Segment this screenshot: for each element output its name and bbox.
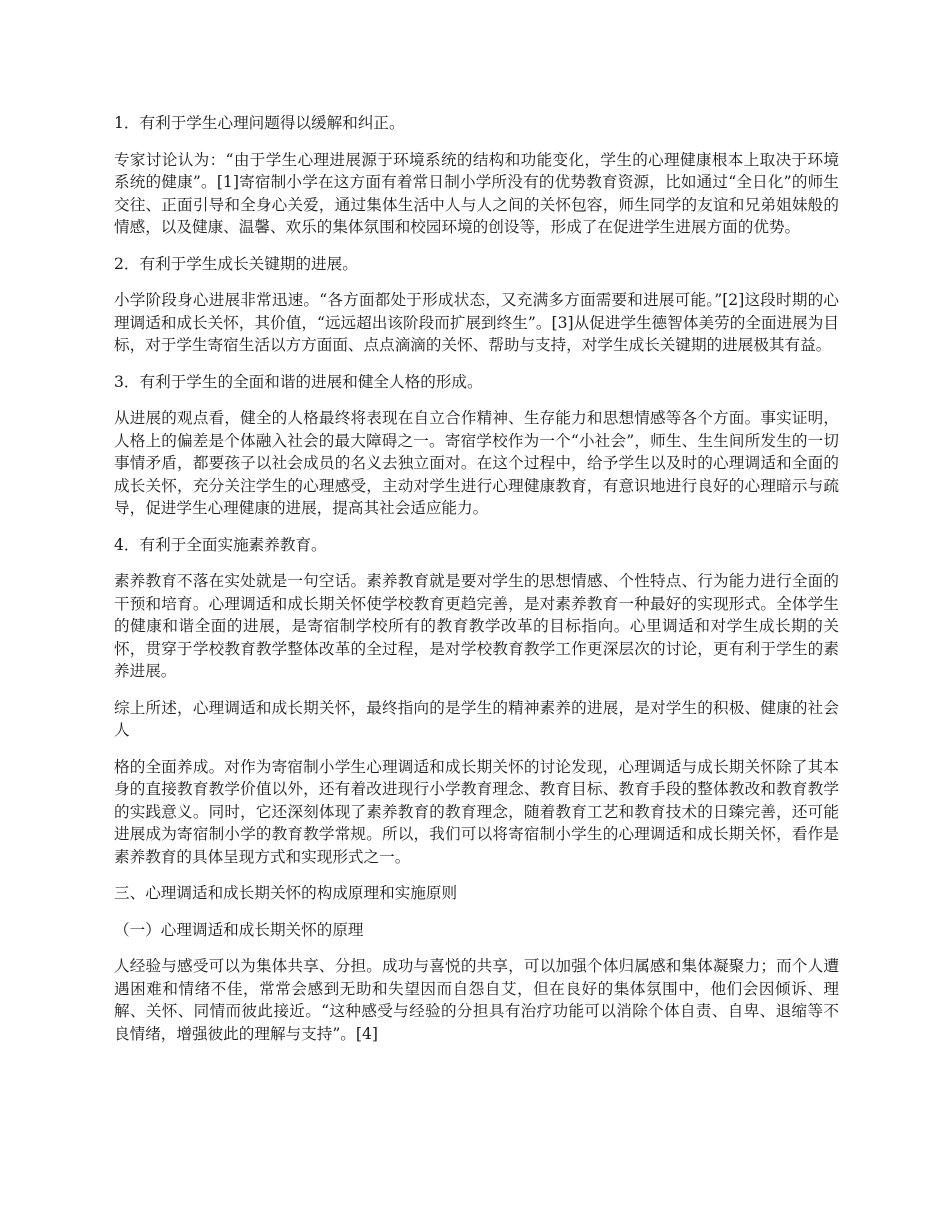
- paragraph-4: 素养教育不落在实处就是一句空话。素养教育就是要对学生的思想情感、个性特点、行为能力进行全面的干预和培育。心理调适和成长期关怀使学校教育更趋完善，是对素养教育一种最好的实现形式。全体学生的健康和谐全面的进展，是寄宿制学校所有的教育教学改革的目标指向。心里调适和对学生成长期的关怀，贯穿于学校教育教学整体改革的全过程，是对学校教育教学工作更深层次的讨论，更有利于学生的素养进展。: [114, 572, 839, 680]
- paragraph-5: 综上所述，心理调适和成长期关怀，最终指向的是学生的精神素养的进展，是对学生的积极、健康的社会人: [114, 698, 839, 739]
- heading-4: 4．有利于全面实施素养教育。: [114, 535, 327, 554]
- heading-3: 3．有利于学生的全面和谐的进展和健全人格的形成。: [114, 372, 483, 391]
- heading-1: 1．有利于学生心理问题得以缓解和纠正。: [114, 114, 405, 132]
- section-heading-3: 三、心理调适和成长期关怀的构成原理和实施原则: [114, 884, 458, 902]
- paragraph-7: 人经验与感受可以为集体共享、分担。成功与喜悦的共享，可以加强个体归属感和集体凝聚力；而个人遭遇困难和情绪不佳，常常会感到无助和失望因而自怨自艾，但在良好的集体氛围中，他们会因倾诉、理解、关怀、同情而彼此接近。“这种感受与经验的分担具有治疗功能可以消除个体自责、自卑、退缩等不良情绪，增强彼此的理解与支持”。[4]: [114, 957, 839, 1043]
- heading-2: 2．有利于学生成长关键期的进展。: [114, 254, 358, 273]
- paragraph-3: 从进展的观点看，健全的人格最终将表现在自立合作精神、生存能力和思想情感等各个方面。事实证明，人格上的偏差是个体融入社会的最大障碍之一。寄宿学校作为一个“小社会”，师生、生生间所发生的一切事情矛盾，都要孩子以社会成员的名义去独立面对。在这个过程中，给予学生以及时的心理调适和全面的成长关怀，充分关注学生的心理感受，主动对学生进行心理健康教育，有意识地进行良好的心理暗示与疏导，促进学生心理健康的进展，提高其社会适应能力。: [114, 409, 839, 517]
- subsection-heading-1: （一）心理调适和成长期关怀的原理: [114, 920, 364, 939]
- paragraph-6: 格的全面养成。对作为寄宿制小学生心理调适和成长期关怀的讨论发现，心理调适与成长期关怀除了其本身的直接教育教学价值以外，还有着改进现行小学教育理念、教育目标、教育手段的整体教改和教育教学的实践意义。同时，它还深刻体现了素养教育的教育理念，随着教育工艺和教育技术的日臻完善，还可能进展成为寄宿制小学的教育教学常规。所以，我们可以将寄宿制小学生的心理调适和成长期关怀，看作是素养教育的具体呈现方式和实现形式之一。: [114, 757, 839, 866]
- paragraph-1: 专家讨论认为：“由于学生心理进展源于环境系统的结构和功能变化，学生的心理健康根本上取决于环境系统的健康”。[1]寄宿制小学在这方面有着常日制小学所没有的优势教育资源，比如通过“全日化”的师生交往、正面引导和全身心关爱，通过集体生活中人与人之间的关怀包容，师生同学的友谊和兄弟姐妹般的情感，以及健康、温馨、欢乐的集体氛围和校园环境的创设等，形成了在促进学生进展方面的优势。: [114, 150, 839, 236]
- paragraph-2: 小学阶段身心进展非常迅速。“各方面都处于形成状态，又充满多方面需要和进展可能。”[2]这段时期的心理调适和成长关怀，其价值，“远远超出该阶段而扩展到终生”。[3]从促进学生德智体美劳的全面进展为目标，对于学生寄宿生活以方方面面、点点滴滴的关怀、帮助与支持，对学生成长关键期的进展极其有益。: [114, 291, 839, 354]
- document-page: [114, 112, 839, 1059]
